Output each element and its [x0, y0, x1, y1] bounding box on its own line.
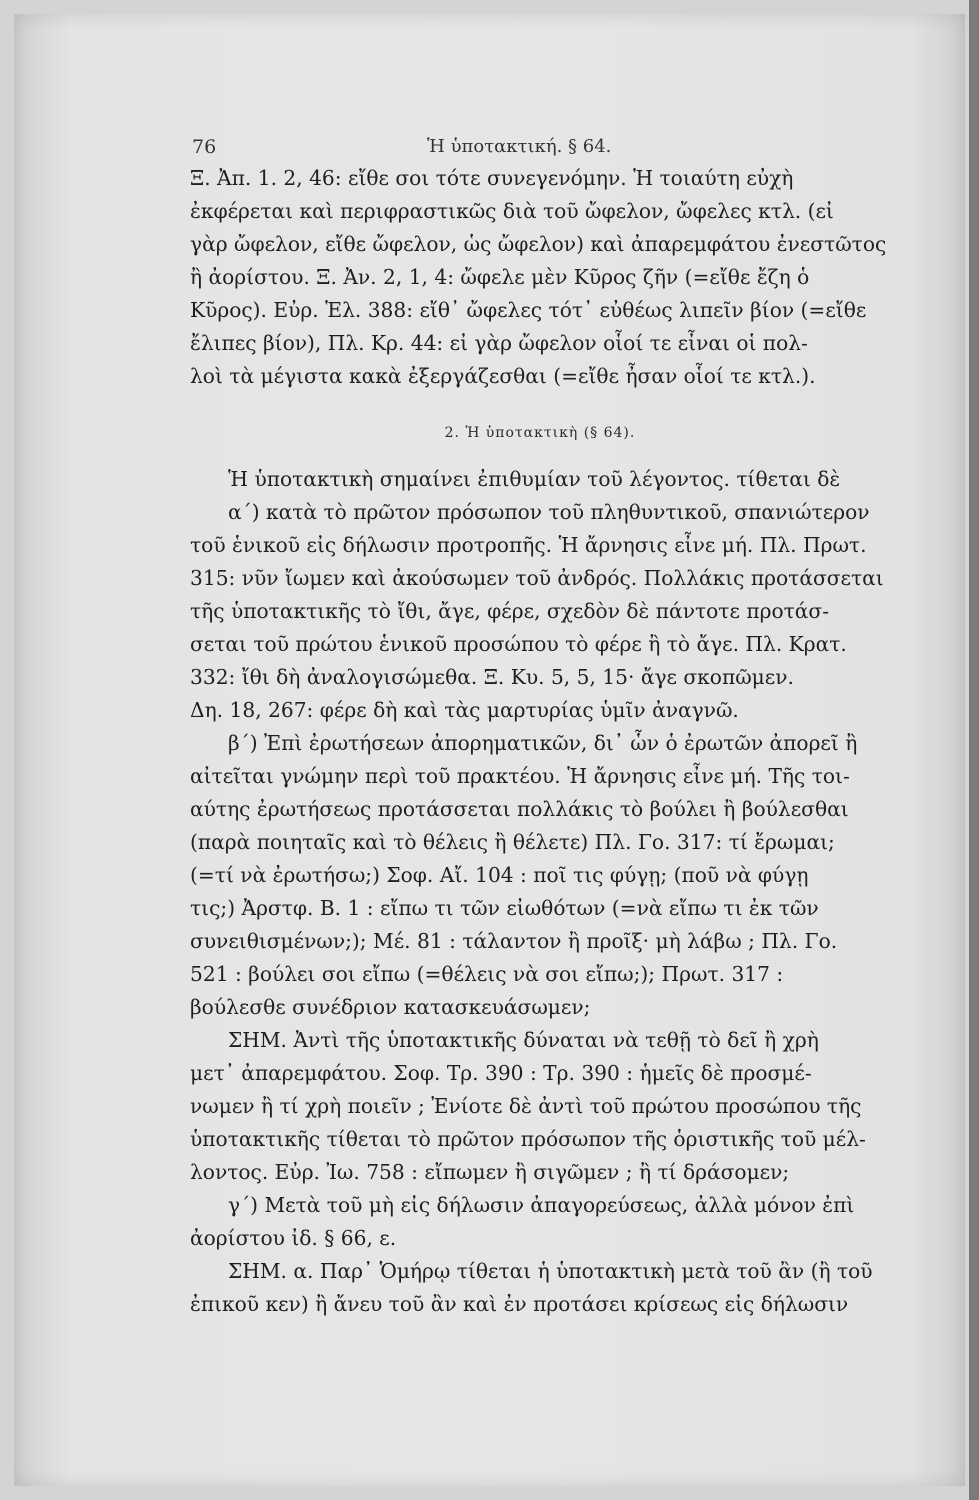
running-head: Ἡ ὑποτακτική. § 64. — [427, 136, 612, 157]
text-line: β΄) Ἐπὶ ἐρωτήσεων ἀπορηματικῶν, δι᾽ ὧν ὁ ἐρωτῶν ἀπορεῖ ἢ — [228, 731, 858, 755]
text-line: αἰτεῖται γνώμην περὶ τοῦ πρακτέου. Ἡ ἄρνησις εἶνε μή. Τῆς τοι- — [190, 764, 850, 788]
text-line: γ΄) Μετὰ τοῦ μὴ εἰς δήλωσιν ἀπαγορεύσεως, ἀλλὰ μόνον ἐπὶ — [228, 1193, 855, 1217]
text-line: ἀορίστου ἰδ. § 66, ε. — [190, 1226, 397, 1250]
text-line: ἢ ἀορίστου. Ξ. Ἀν. 2, 1, 4: ὤφελε μὲν Κῦρος ζῆν (=εἴθε ἔζη ὁ — [190, 265, 810, 289]
text-line: (παρὰ ποιηταῖς καὶ τὸ θέλεις ἢ θέλετε) Πλ. Γο. 317: τί ἔρωμαι; — [190, 830, 835, 854]
paragraph-block-1 — [190, 162, 890, 393]
text-line: νωμεν ἢ τί χρὴ ποιεῖν ; Ἐνίοτε δὲ ἀντὶ τοῦ πρώτου προσώπου τῆς — [190, 1094, 862, 1118]
text-line: γὰρ ὤφελον, εἴθε ὤφελον, ὡς ὤφελον) καὶ ἀπαρεμφάτου ἐνεστῶτος — [190, 232, 887, 256]
text-line: σεται τοῦ πρώτου ἑνικοῦ προσώπου τὸ φέρε ἢ τὸ ἄγε. Πλ. Κρατ. — [190, 632, 847, 656]
text-line: ΣΗΜ. Ἀντὶ τῆς ὑποτακτικῆς δύναται νὰ τεθῇ τὸ δεῖ ἢ χρὴ — [228, 1028, 819, 1052]
text-line: Δη. 18, 267: φέρε δὴ καὶ τὰς μαρτυρίας ὑμῖν ἀναγνῶ. — [190, 698, 739, 722]
text-line: λοὶ τὰ μέγιστα κακὰ ἐξεργάζεσθαι (=εἴθε ἦσαν οἷοί τε κτλ.). — [190, 364, 816, 388]
text-line: 521 : βούλει σοι εἴπω (=θέλεις νὰ σοι εἴπω;); Πρωτ. 317 : — [190, 962, 784, 986]
text-line: λοντος. Εὐρ. Ἰω. 758 : εἴπωμεν ἢ σιγῶμεν ; ἢ τί δράσομεν; — [190, 1160, 790, 1184]
text-line: Ἡ ὑποτακτικὴ σημαίνει ἐπιθυμίαν τοῦ λέγοντος. τίθεται δὲ — [228, 467, 841, 491]
text-line: ἐπικοῦ κεν) ἢ ἄνευ τοῦ ἂν καὶ ἐν προτάσει κρίσεως εἰς δήλωσιν — [190, 1292, 849, 1316]
paragraph-block-2 — [190, 463, 890, 1321]
text-line: Κῦρος). Εὐρ. Ἑλ. 388: εἴθ᾽ ὤφελες τότ᾽ εὐθέως λιπεῖν βίον (=εἴθε — [190, 298, 867, 322]
text-line: α΄) κατὰ τὸ πρῶτον πρόσωπον τοῦ πληθυντικοῦ, σπανιώτερον — [228, 500, 870, 524]
text-line: ἔλιπες βίον), Πλ. Κρ. 44: εἰ γὰρ ὤφελον οἷοί τε εἶναι οἱ πολ- — [190, 331, 808, 355]
text-line: 332: ἴθι δὴ ἀναλογισώμεθα. Ξ. Κυ. 5, 5, 15· ἄγε σκοπῶμεν. — [190, 665, 794, 689]
text-line: ΣΗΜ. α. Παρ᾽ Ὁμήρῳ τίθεται ἡ ὑποτακτικὴ μετὰ τοῦ ἂν (ἢ τοῦ — [228, 1259, 873, 1283]
text-line: συνειθισμένων;); Μέ. 81 : τάλαντον ἢ προῖξ· μὴ λάβω ; Πλ. Γο. — [190, 929, 838, 953]
page-header — [192, 132, 882, 162]
page-number: 76 — [192, 136, 217, 158]
text-line: τοῦ ἑνικοῦ εἰς δήλωσιν προτροπῆς. Ἡ ἄρνησις εἶνε μή. Πλ. Πρωτ. — [190, 533, 867, 557]
text-line: Ξ. Ἀπ. 1. 2, 46: εἴθε σοι τότε συνεγενόμην. Ἡ τοιαύτη εὐχὴ — [190, 166, 794, 190]
text-line: ὑποτακτικῆς τίθεται τὸ πρῶτον πρόσωπον τῆς ὁριστικῆς τοῦ μέλ- — [190, 1127, 866, 1151]
text-line: (=τί νὰ ἐρωτήσω;) Σοφ. Αἴ. 104 : ποῖ τις φύγῃ; (ποῦ νὰ φύγῃ — [190, 863, 809, 887]
text-line: βούλεσθε συνέδριον κατασκευάσωμεν; — [190, 995, 591, 1019]
text-line: τις;) Ἀρστφ. Β. 1 : εἴπω τι τῶν εἰωθότων (=νὰ εἴπω τι ἐκ τῶν — [190, 896, 819, 920]
text-line: τῆς ὑποτακτικῆς τὸ ἴθι, ἄγε, φέρε, σχεδὸν δὲ πάντοτε προτάσ- — [190, 599, 830, 623]
section-heading: 2. Ἡ ὑποτακτικὴ (§ 64). — [444, 425, 636, 441]
text-line: αύτης ἐρωτήσεως προτάσσεται πολλάκις τὸ βούλει ἢ βούλεσθαι — [190, 797, 849, 821]
text-line: 315: νῦν ἴωμεν καὶ ἀκούσωμεν τοῦ ἀνδρός. Πολλάκις προτάσσεται — [190, 566, 884, 590]
binding-edge — [969, 0, 979, 1500]
text-line: μετ᾽ ἀπαρεμφάτου. Σοφ. Τρ. 390 : Τρ. 390 : ἡμεῖς δὲ προσμέ- — [190, 1061, 812, 1085]
text-line: ἐκφέρεται καὶ περιφραστικῶς διὰ τοῦ ὤφελον, ὤφελες κτλ. (εἰ — [190, 199, 834, 223]
